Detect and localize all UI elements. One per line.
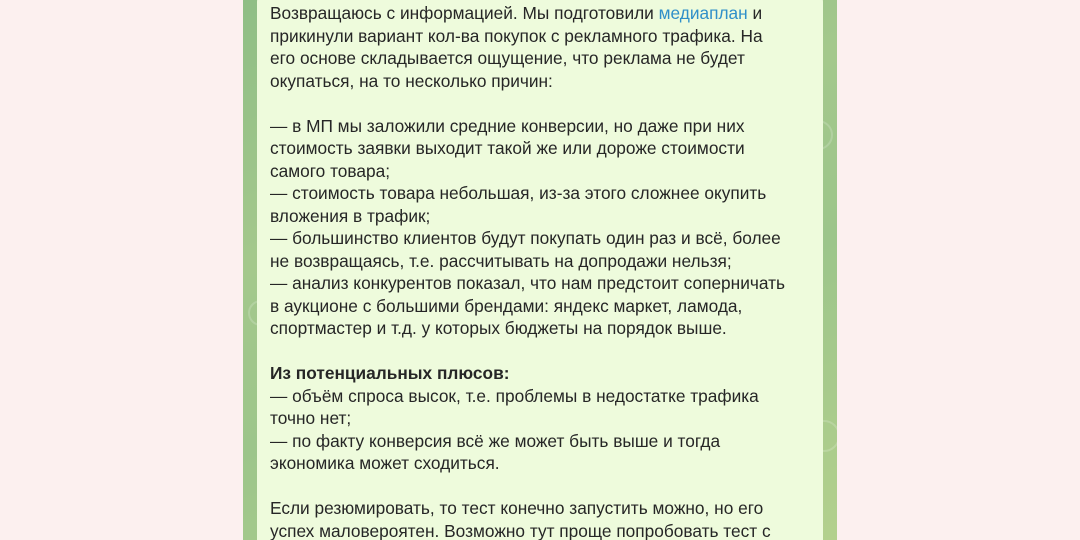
mediaplan-link[interactable]: медиаплан [658,3,748,23]
pros-line: — объём спроса высок, т.е. проблемы в недостатке трафика [270,385,759,406]
message-line: его основе складывается ощущение, что реклама не будет [270,48,745,68]
reason-line: в аукционе с большими брендами: яндекс маркет, ламода, [270,295,743,316]
reason-line: — анализ конкурентов показал, что нам предстоит соперничать [270,273,786,293]
chat-background [243,0,837,540]
reason-line: вложения в трафик; [270,205,431,226]
reason-line: самого товара; [270,160,391,181]
message-line: прикинули вариант кол-ва покупок с рекламного трафика. На [270,25,763,46]
reason-line: спортмастер и т.д. у которых бюджеты на порядок выше. [270,318,727,338]
pros-line: — по факту конверсия всё же может быть выше и тогда [270,430,721,451]
pros-line: точно нет; [270,408,352,428]
message-text [270,2,823,540]
message-bubble[interactable] [257,0,823,540]
pros-heading: Из потенциальных плюсов: [270,363,510,383]
paragraph-gap [270,475,823,498]
reason-line: — в МП мы заложили средние конверсии, но даже при них [270,115,745,136]
message-line [270,2,823,25]
summary-line: успех маловероятен. Возможно тут проще попробовать тест с [270,520,771,540]
reason-line: — большинство клиентов будут покупать один раз и всё, более [270,228,781,248]
paragraph-gap [270,340,823,363]
message-text-segment: и [747,3,763,23]
reason-line: стоимость заявки выходит такой же или дороже стоимости [270,138,745,158]
reason-line: не возвращаясь, т.е. рассчитывать на допродажи нельзя; [270,250,732,271]
paragraph-gap [270,92,823,115]
summary-line: Если резюмировать, то тест конечно запустить можно, но его [270,498,764,518]
reason-line: — стоимость товара небольшая, из-за этого сложнее окупить [270,183,767,203]
message-line: окупаться, на то несколько причин: [270,70,553,91]
message-text-segment: Возвращаюсь с информацией. Мы подготовили [270,3,659,23]
pros-line: экономика может сходиться. [270,453,500,473]
